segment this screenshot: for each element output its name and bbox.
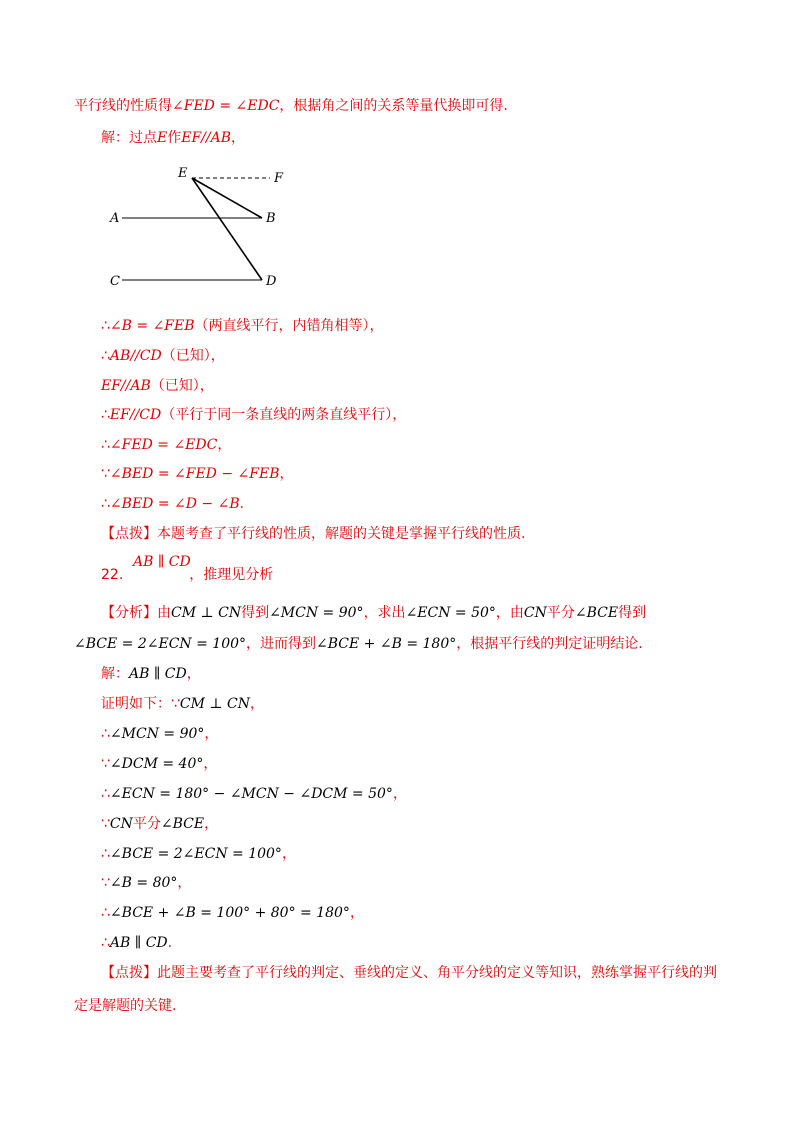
text: ， (279, 466, 294, 482)
proof-line (101, 844, 296, 864)
math-expr: ∠BED = ∠D − ∠B (109, 496, 240, 512)
math-expr: EF//CD (109, 407, 162, 423)
step-line (101, 316, 384, 336)
therefore-symbol: ∴ (101, 348, 110, 364)
math-expr: ∠ECN = 50° (405, 605, 496, 621)
text: ，求出 (363, 605, 406, 621)
math-expr: ∠BED = ∠FED − ∠FEB (109, 466, 280, 482)
proof-line (101, 784, 407, 804)
tip-line (101, 524, 525, 544)
analysis-tag: 【分析】 (101, 605, 157, 621)
math-expr: EF//AB (181, 130, 231, 146)
math-expr: CM ⊥ CN (171, 605, 242, 621)
text: 作 (167, 130, 182, 146)
question-line (101, 565, 273, 585)
text: 平分 (546, 605, 575, 621)
tip-text: 此题主要考查了平行线的判定、垂线的定义、角平分线的定义等知识，熟练掌握平行线的判 (157, 965, 717, 981)
label-B: B (266, 211, 276, 226)
tip-tag: 【点拨】 (101, 965, 157, 981)
text: 平行线的性质得 (74, 98, 172, 114)
math-expr: E (157, 130, 168, 146)
proof-line (101, 664, 201, 684)
because-symbol: ∵ (101, 466, 110, 482)
therefore-symbol: ∴ (101, 437, 110, 453)
text: ， (250, 696, 264, 712)
text: ， (281, 846, 296, 862)
math-expr: ∠MCN = 90° (109, 726, 205, 742)
text: ， (217, 437, 232, 453)
text: 解： (101, 666, 129, 682)
tip-text: 本题考查了平行线的性质，解题的关键是掌握平行线的性质. (157, 526, 526, 542)
math-expr: EF//AB (101, 378, 151, 394)
step-line (101, 376, 214, 396)
label-F: F (274, 171, 284, 186)
math-expr: AB ∥ CD (129, 666, 187, 682)
text: ，推理见分析 (189, 567, 274, 583)
because-symbol: ∵ (171, 696, 180, 712)
text: ， (203, 756, 218, 772)
step-line (101, 405, 406, 425)
math-expr: ∠BCE = 2∠ECN = 100° (109, 846, 282, 862)
math-expr: CN (109, 816, 133, 832)
proof-line (101, 754, 217, 774)
reason: （已知）， (150, 378, 214, 394)
math-expr: ∠BCE = 2∠ECN = 100° (74, 636, 247, 652)
math-expr: ∠ECN = 180° − ∠MCN − ∠DCM = 50° (109, 786, 393, 802)
geometry-figure (100, 160, 300, 290)
step-line (101, 435, 231, 455)
text: 解：过点 (101, 130, 157, 146)
math-expr: CM ⊥ CN (179, 696, 250, 712)
label-D: D (266, 274, 277, 289)
therefore-symbol: ∴ (101, 905, 110, 921)
therefore-symbol: ∴ (101, 846, 110, 862)
math-expr: ∠B = 80° (109, 875, 178, 891)
text-line (101, 128, 245, 148)
text: 平分 (132, 816, 161, 832)
therefore-symbol: ∴ (101, 726, 110, 742)
label-A: A (110, 211, 120, 226)
step-line (101, 346, 225, 366)
therefore-symbol: ∴ (101, 496, 110, 512)
because-symbol: ∵ (101, 875, 110, 891)
math-expr: CN (523, 605, 547, 621)
math-expr: ∠FED = ∠EDC (172, 98, 280, 114)
line-EB (192, 178, 262, 218)
text: 得到 (241, 605, 270, 621)
tip-text: 定是解题的关键. (74, 998, 177, 1014)
text: ， (186, 666, 201, 682)
line-ED (192, 178, 262, 280)
math-expr: ∠DCM = 40° (109, 756, 204, 772)
math-expr: AB ∥ CD (133, 554, 191, 570)
proof-line (101, 814, 218, 834)
tip-line (101, 963, 717, 983)
reason: （平行于同一条直线的两条直线平行）， (161, 407, 407, 423)
because-symbol: ∵ (101, 756, 110, 772)
proof-line (101, 694, 264, 714)
label-E: E (178, 166, 188, 181)
proof-line (101, 724, 218, 744)
proof-line (101, 873, 191, 893)
text: ， (392, 786, 407, 802)
tip-tag: 【点拨】 (101, 526, 157, 542)
step-line (101, 464, 294, 484)
text: ， (231, 130, 245, 146)
tip-line (74, 996, 176, 1016)
math-expr: AB//CD (109, 348, 162, 364)
text: ，根据角之间的关系等量代换即可得. (279, 98, 508, 114)
math-expr: ∠FED = ∠EDC (109, 437, 218, 453)
text-line (74, 96, 508, 116)
text: . (167, 935, 173, 951)
text: ， (204, 726, 219, 742)
text: ， (349, 905, 364, 921)
proof-line (101, 933, 172, 953)
text: 得到 (618, 605, 647, 621)
math-expr: ∠BCE (160, 816, 205, 832)
math-expr: ∠B = ∠FEB (109, 318, 195, 334)
therefore-symbol: ∴ (101, 935, 110, 951)
text: ，根据平行线的判定证明结论. (456, 636, 643, 652)
step-line (101, 494, 244, 514)
label-C: C (110, 274, 120, 289)
text: ，由 (495, 605, 524, 621)
text: 由 (157, 605, 171, 621)
text: ， (204, 816, 219, 832)
math-expr: ∠MCN = 90° (269, 605, 364, 621)
proof-line (101, 903, 364, 923)
question-number: 22. (101, 567, 124, 583)
math-expr: ∠BCE + ∠B = 180° (316, 636, 457, 652)
math-expr: ∠BCE + ∠B = 100° + 80° = 180° (109, 905, 350, 921)
reason: （已知）， (161, 348, 225, 364)
reason: （两直线平行，内错角相等）， (194, 318, 384, 334)
therefore-symbol: ∴ (101, 318, 110, 334)
math-expr: AB ∥ CD (109, 935, 168, 951)
therefore-symbol: ∴ (101, 407, 110, 423)
text: ， (177, 875, 192, 891)
analysis-line (74, 634, 643, 654)
therefore-symbol: ∴ (101, 786, 110, 802)
math-expr: ∠BCE (574, 605, 619, 621)
because-symbol: ∵ (101, 816, 110, 832)
text: ，进而得到 (246, 636, 317, 652)
analysis-line (101, 603, 646, 623)
text: 证明如下： (101, 696, 171, 712)
text: . (239, 496, 245, 512)
